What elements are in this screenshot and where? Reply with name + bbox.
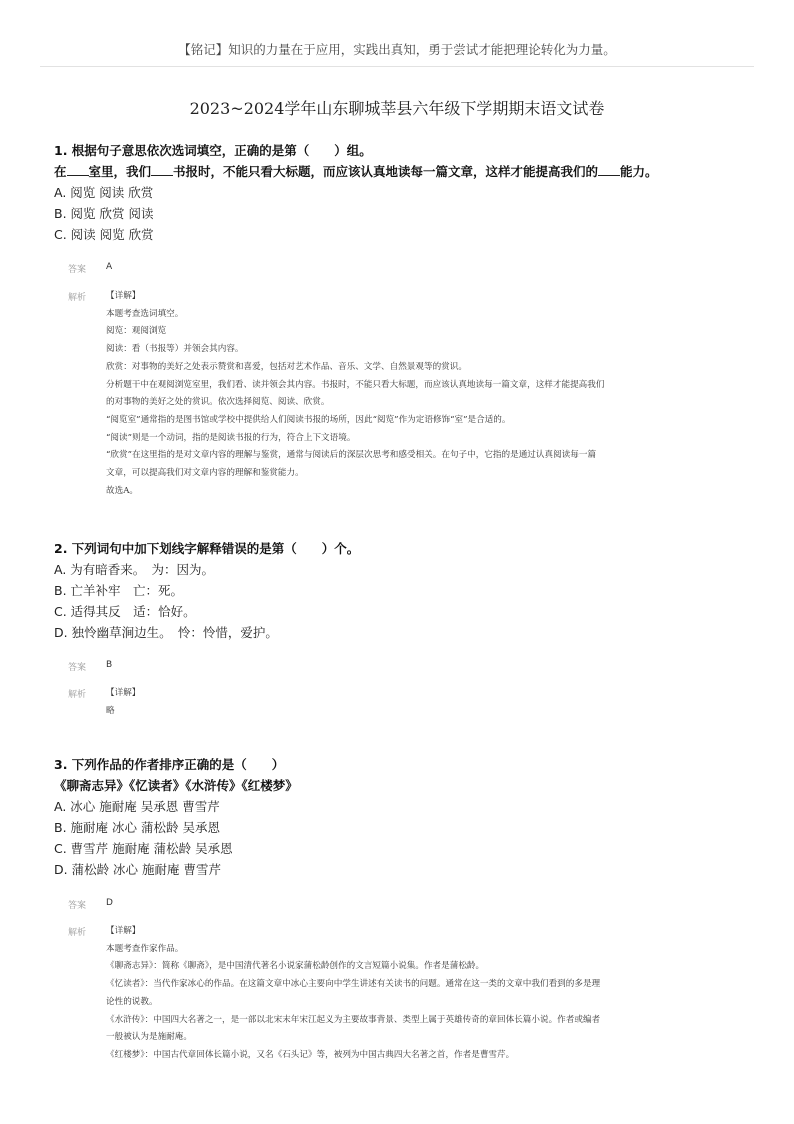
analysis-section (68, 288, 728, 500)
question-2 (54, 538, 754, 643)
option-c[interactable]: C. 阅读 阅览 欣赏 (54, 227, 154, 242)
answer-label: 答案 (68, 265, 87, 275)
option-c[interactable]: C. 曹雪芹 施耐庵 蒲松龄 吴承恩 (54, 841, 233, 856)
analysis-line: 《忆读者》：当代作家冰心的作品。在这篇文章中冰心主要向中学生讲述有关读书的问题。通常在这一类的文章中我们看到的多是理 (106, 979, 601, 990)
analysis-label: 解析 (68, 690, 87, 700)
fill-blank (67, 163, 89, 176)
option-b[interactable]: B. 阅览 欣赏 阅读 (54, 206, 154, 221)
analysis-line: 【详解】 (106, 291, 141, 301)
analysis-line: 一般被认为是施耐庵。 (106, 1032, 192, 1043)
answer-value: D (106, 898, 113, 908)
option-a[interactable]: A. 为有暗香来。 为：因为。 (54, 562, 215, 577)
question-sentence: 在 室里，我们 书报时，不能只看大标题，而应该认真地读每一篇文章，这样才能提高我们的 能力。 (54, 164, 658, 179)
analysis-line: “阅读”则是一个动词，指的是阅读书报的行为，符合上下文语境。 (106, 432, 356, 443)
question-works: 《聊斋志异》《忆读者》《水浒传》《红楼梦》 (54, 778, 298, 793)
option-d[interactable]: D. 蒲松龄 冰心 施耐庵 曹雪芹 (54, 862, 221, 877)
answer-value: B (106, 660, 113, 670)
analysis-line: 略 (106, 705, 115, 716)
analysis-line: 文章，可以提高我们对文章内容的理解和鉴赏能力。 (106, 468, 304, 479)
analysis-label: 解析 (68, 293, 87, 303)
answer-block-1 (68, 262, 728, 500)
analysis-line: 分析题干中在观阅浏览室里，我们看、读并领会其内容。书报时，不能只看大标题，而应该认真地读每一篇文章，这样才能提高我们 (106, 379, 605, 390)
analysis-label: 解析 (68, 928, 87, 938)
analysis-line: 《水浒传》：中国四大名著之一，是一部以北宋末年宋江起义为主要故事背景、类型上属于英雄传奇的章回体长篇小说。作者或编者 (106, 1014, 601, 1025)
question-stem: 2. 下列词句中加下划线字解释错误的是第（ ）个。 (54, 541, 360, 556)
analysis-line: 论性的说教。 (106, 996, 158, 1007)
fill-blank (598, 163, 620, 176)
header-divider (40, 66, 754, 67)
analysis-line: 阅览：观阅浏览 (106, 326, 167, 337)
analysis-line: 《红楼梦》：中国古代章回体长篇小说，又名《石头记》等，被列为中国古典四大名著之首，作者是曹雪芹。 (106, 1049, 515, 1060)
analysis-line: “阅览室”通常指的是图书馆或学校中提供给人们阅读书报的场所，因此“阅览”作为定语修饰“室”是合适的。 (106, 414, 511, 425)
analysis-line: 欣赏：对事物的美好之处表示赞赏和喜爱，包括对艺术作品、音乐、文学、自然景观等的赏识。 (106, 361, 467, 372)
option-a[interactable]: A. 冰心 施耐庵 吴承恩 曹雪芹 (54, 799, 220, 814)
page-title: 2023~2024学年山东聊城莘县六年级下学期期末语文试卷 (189, 99, 605, 118)
analysis-section (68, 685, 728, 720)
answer-block-3 (68, 898, 728, 1065)
question-stem: 1. 根据句子意思依次选词填空，正确的是第（ ）组。 (54, 143, 372, 158)
analysis-line: 的对事物的美好之处的赏识。依次选择阅览、阅读、欣赏。 (106, 397, 330, 408)
fill-blank (151, 163, 173, 176)
analysis-line: 故选A。 (106, 485, 138, 496)
analysis-line: 本题考查选词填空。 (106, 308, 184, 319)
question-3 (54, 754, 754, 880)
answer-label: 答案 (68, 901, 87, 911)
question-1 (54, 140, 754, 245)
question-stem: 3. 下列作品的作者排序正确的是（ ） (54, 757, 285, 772)
option-a[interactable]: A. 阅览 阅读 欣赏 (54, 185, 154, 200)
analysis-line: “欣赏”在这里指的是对文章内容的理解与鉴赏，通常与阅读后的深层次思考和感受相关。在句子中，它指的是通过认真阅读每一篇 (106, 450, 597, 461)
answer-block-2 (68, 660, 728, 720)
option-c[interactable]: C. 适得其反 适：恰好。 (54, 604, 196, 619)
option-b[interactable]: B. 亡羊补牢 亡：死。 (54, 583, 184, 598)
answer-label: 答案 (68, 663, 87, 673)
option-b[interactable]: B. 施耐庵 冰心 蒲松龄 吴承恩 (54, 820, 220, 835)
analysis-line: 本题考查作家作品。 (106, 943, 184, 954)
option-d[interactable]: D. 独怜幽草涧边生。 怜：怜惜，爱护。 (54, 625, 278, 640)
answer-value: A (106, 262, 113, 272)
analysis-line: 【详解】 (106, 926, 141, 936)
motto-banner: 【铭记】知识的力量在于应用，实践出真知，勇于尝试才能把理论转化为力量。 (178, 42, 616, 57)
analysis-line: 阅读：看（书报等）并领会其内容。 (106, 344, 244, 355)
analysis-line: 《聊斋志异》：简称《聊斋》，是中国清代著名小说家蒲松龄创作的文言短篇小说集。作者是蒲松龄。 (106, 961, 485, 972)
analysis-line: 【详解】 (106, 688, 141, 698)
analysis-section (68, 923, 728, 1065)
